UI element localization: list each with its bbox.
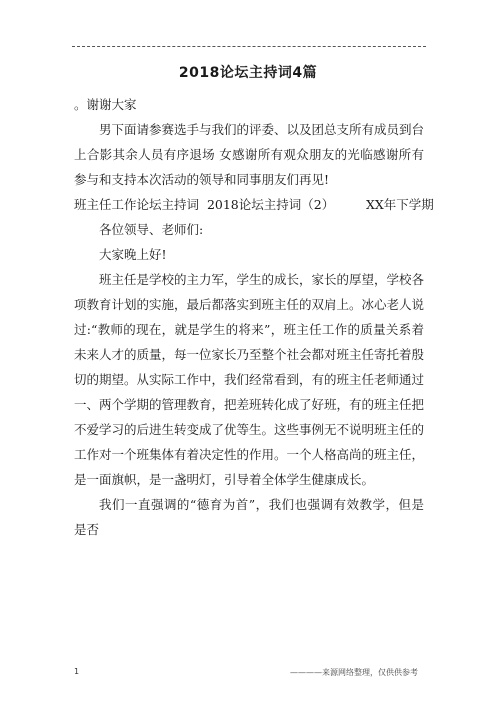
- document-body: [74, 92, 434, 542]
- document-title: 2018论坛主持词4篇: [178, 65, 318, 81]
- paragraph-5: 大家晚上好!: [99, 247, 167, 262]
- paragraph-4: 各位领导、老师们:: [99, 222, 204, 237]
- footer-source-note: ————来源网络整理，仅供供参考: [290, 668, 418, 677]
- paragraph-2: 男下面请参赛选手与我们的评委、以及团总支所有成员到台上合影其余人员有序退场 女感谢所有观众朋友的光临感谢所有参与和支持本次活动的领导和同事朋友们再见!: [74, 122, 425, 187]
- paragraph-1: 。谢谢大家: [74, 97, 137, 112]
- paragraph-3: 班主任工作论坛主持词 2018论坛主持词（2） XX年下学期: [74, 197, 434, 212]
- page-number: 1: [74, 667, 80, 676]
- header-divider: [72, 46, 426, 47]
- paragraph-6: 班主任是学校的主力军，学生的成长，家长的厚望，学校各项教育计划的实施，最后都落实到班主任的双肩上。冰心老人说过:“教师的现在，就是学生的将来”，班主任工作的质量关系着未来人才的质量，每一位家长乃至整个社会都对班主任寄托着殷切的期望。从实际工作中，我们经常看到，有的班主任老师通过一、两个学期的管理教育，把差班转化成了好班，有的班主任把不爱学习的后进生转变成了优等生。这些事例无不说明班主任的工作对一个班集体有着决定性的作用。一个人格高尚的班主任，是一面旗帜，是一盏明灯，引导着全体学生健康成长。: [74, 272, 425, 487]
- paragraph-7: 我们一直强调的“德育为首”，我们也强调有效教学，但是是否: [74, 497, 424, 537]
